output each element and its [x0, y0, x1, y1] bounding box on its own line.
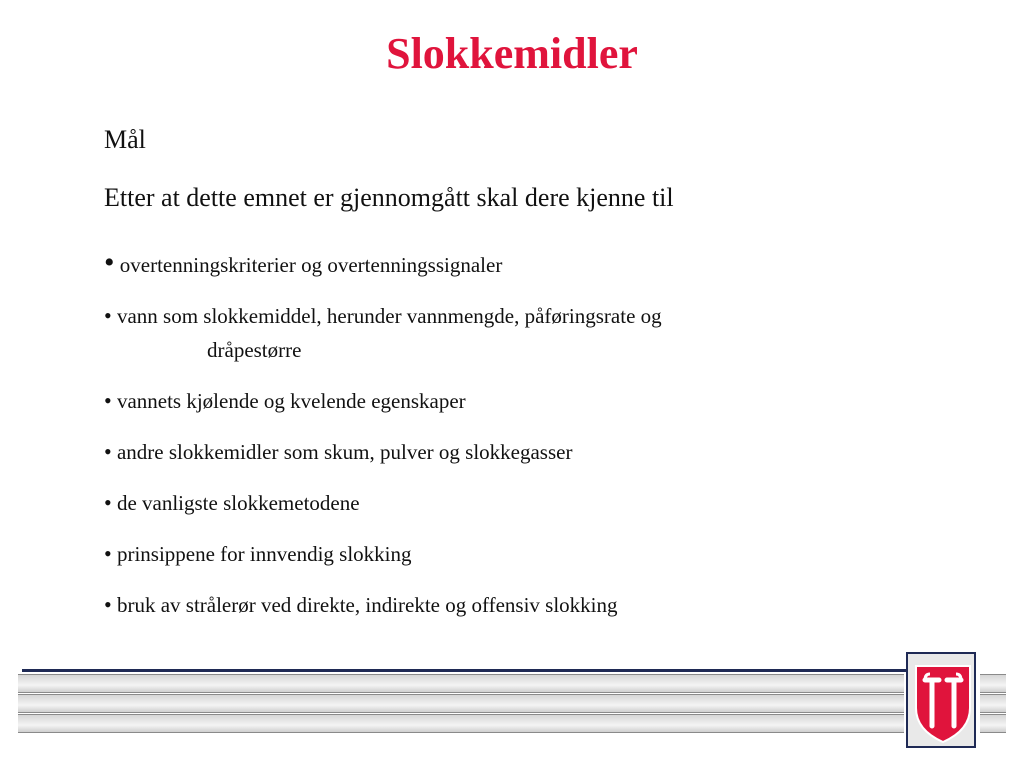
bullet-point-icon: •	[104, 541, 112, 566]
footer-band-right	[980, 714, 1006, 733]
list-item	[104, 384, 904, 418]
fire-service-shield-icon	[914, 664, 972, 744]
slide-title: Slokkemidler	[386, 29, 638, 78]
footer-band	[18, 674, 904, 693]
list-item-text: overtenningskriterier og overtenningssignaler	[119, 253, 503, 277]
bullet-point-icon: •	[104, 490, 112, 515]
list-item	[104, 435, 904, 469]
list-item	[104, 588, 904, 622]
list-item	[104, 246, 904, 282]
list-item	[104, 299, 904, 367]
footer-band-right	[980, 694, 1006, 713]
intro-text: Etter at dette emnet er gjennomgått skal dere kjenne til	[104, 183, 674, 212]
bullet-point-icon: •	[104, 246, 115, 279]
bullet-point-icon: •	[104, 592, 112, 617]
list-item-text: de vanligste slokkemetodene	[116, 491, 360, 515]
bullet-point-icon: •	[104, 388, 112, 413]
footer-band	[18, 714, 904, 733]
list-item-text: prinsippene for innvendig slokking	[116, 542, 412, 566]
footer-band-right	[980, 674, 1006, 693]
list-item	[104, 537, 904, 571]
list-item	[104, 486, 904, 520]
footer-decoration	[0, 652, 1024, 768]
bullet-point-icon: •	[104, 303, 112, 328]
footer-top-rule	[22, 669, 906, 672]
bullet-point-icon: •	[104, 439, 112, 464]
list-item-text: andre slokkemidler som skum, pulver og slokkegasser	[116, 440, 573, 464]
list-item-text: bruk av strålerør ved direkte, indirekte og offensiv slokking	[116, 593, 618, 617]
logo	[906, 652, 976, 748]
list-item-text: vannets kjølende og kvelende egenskaper	[116, 389, 466, 413]
footer-band	[18, 694, 904, 713]
goal-list	[104, 246, 904, 639]
goal-heading: Mål	[104, 125, 146, 154]
list-item-text: vann som slokkemiddel, herunder vannmengde, påføringsrate og	[116, 304, 662, 328]
list-item-continuation: dråpestørre	[207, 338, 302, 362]
